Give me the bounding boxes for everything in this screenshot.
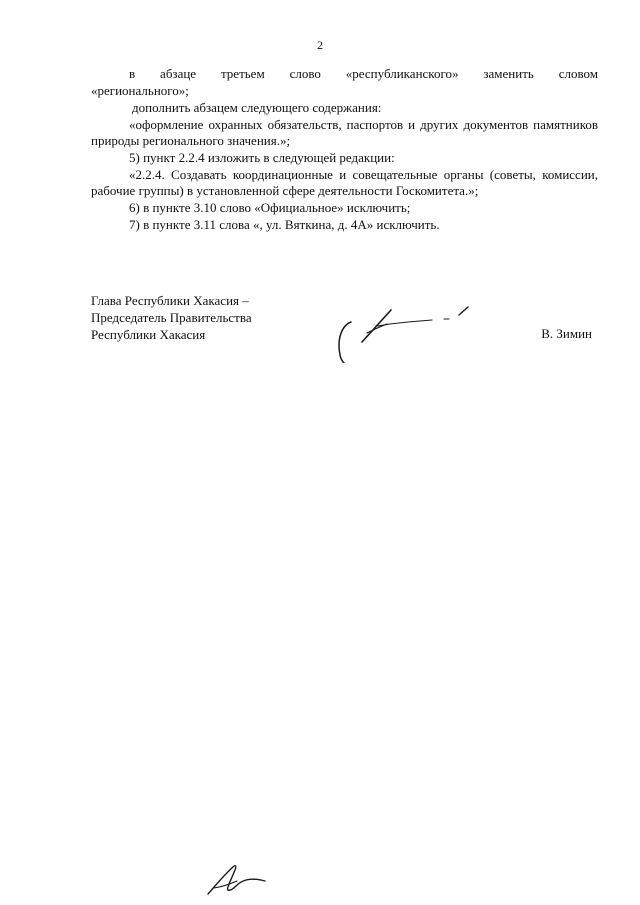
signatory-title-line: Республики Хакасия — [91, 327, 206, 342]
document-body — [91, 66, 598, 234]
handwritten-signature-icon — [333, 306, 473, 363]
paragraph-replace-word: в абзаце третьем слово «республиканского» заменить словом — [129, 66, 598, 81]
paragraph-point-7: 7) в пункте 3.11 слова «, ул. Вяткина, д. 4А» исключить. — [129, 217, 440, 232]
paragraph-point-5: 5) пункт 2.2.4 изложить в следующей редакции: — [129, 150, 395, 165]
paragraph-point-6: 6) в пункте 3.10 слово «Официальное» исключить; — [129, 200, 411, 215]
paragraph-quoted-addition: «оформление охранных обязательств, паспортов и других документов памятников природы регионального значения.»; — [91, 117, 598, 148]
signatory-title-line: Глава Республики Хакасия – — [91, 293, 249, 308]
paragraph-replacement-word: «регионального»; — [91, 83, 189, 98]
paragraph-point-2-2-4: «2.2.4. Создавать координационные и совещательные органы (советы, комиссии, рабочие группы) в установленной сфере деятельности Госкомитета.»; — [91, 167, 598, 198]
signatory-title — [91, 292, 301, 343]
paragraph-add-item: дополнить абзацем следующего содержания: — [132, 100, 382, 115]
handwritten-initials-icon — [204, 863, 272, 895]
signatory-title-line: Председатель Правительства — [91, 310, 252, 325]
signer-name: В. Зимин — [541, 326, 592, 341]
page-number: 2 — [317, 38, 323, 52]
